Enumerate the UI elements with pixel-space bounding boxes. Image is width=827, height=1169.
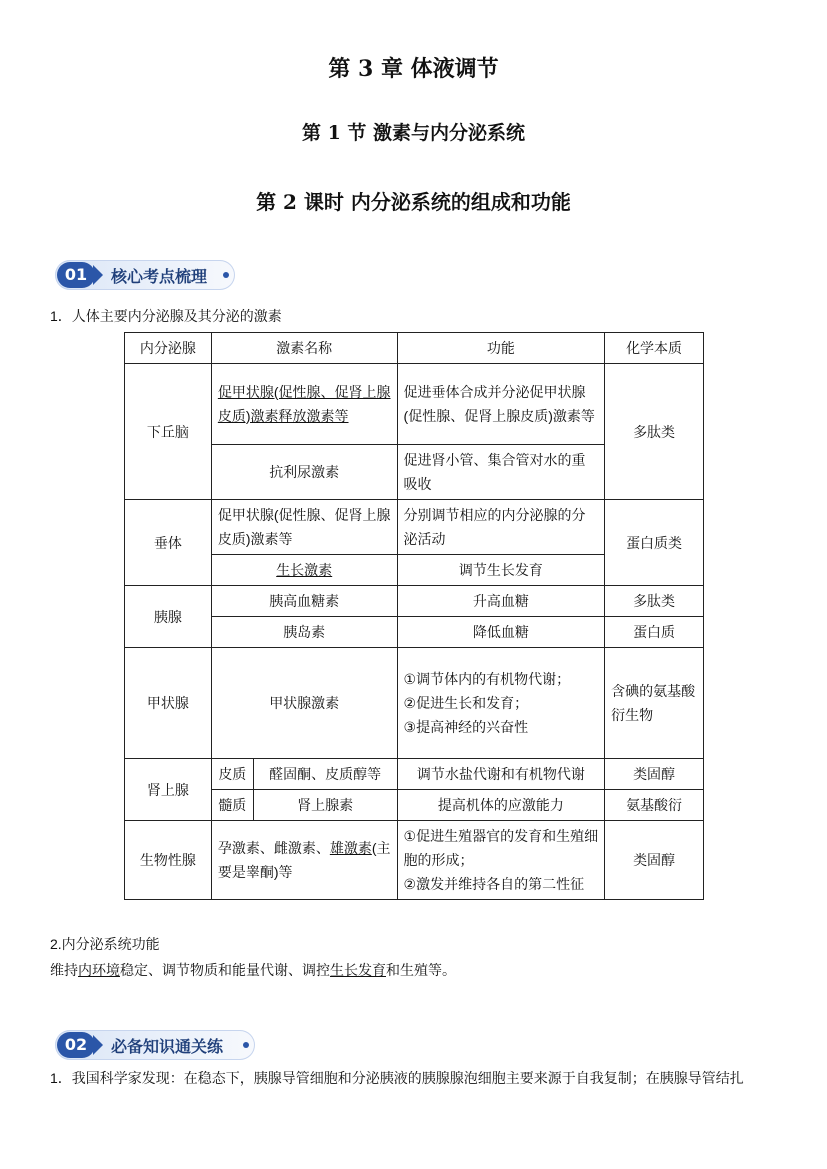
lesson-title: 第 2 课时 内分泌系统的组成和功能 (256, 190, 571, 214)
table-header-row (125, 333, 704, 364)
header-gland: 内分泌腺 (125, 333, 212, 364)
function-text: 升高血糖 (397, 586, 605, 617)
function-text: ②激发并维持各自的第二性征 (403, 876, 585, 892)
function-text: 促进垂体合成并分泌促甲状腺(促性腺、促肾上腺皮质)激素等 (397, 364, 605, 445)
hormone-name: 醛固酮、皮质醇等 (253, 759, 397, 790)
chemical-nature: 类固醇 (605, 821, 704, 900)
text-run: 稳定、调节物质和能量代谢、调控 (120, 962, 330, 978)
function-text: 分别调节相应的内分泌腺的分泌活动 (397, 500, 605, 555)
chemical-nature: 类固醇 (605, 759, 704, 790)
hormone-text-underlined: 雄激素 (329, 840, 372, 856)
function-text: 提高机体的应激能力 (397, 790, 605, 821)
hormone-name: 生长激素 (276, 562, 333, 578)
function-text: 促进肾小管、集合管对水的重吸收 (397, 445, 605, 500)
gland-gonad: 生物性腺 (125, 821, 212, 900)
chemical-nature: 蛋白质类 (605, 500, 704, 586)
gland-pituitary: 垂体 (125, 500, 212, 586)
function-text: 降低血糖 (397, 617, 605, 648)
chemical-nature: 含碘的氨基酸衍生物 (605, 648, 704, 759)
hormone-name: 抗利尿激素 (211, 445, 397, 500)
gland-adrenal: 肾上腺 (125, 759, 212, 821)
header-nature: 化学本质 (605, 333, 704, 364)
hormone-name: 促甲状腺(促性腺、促肾上腺皮质)激素等 (211, 500, 397, 555)
hormone-name: 胰岛素 (211, 617, 397, 648)
function-text: ①调节体内的有机物代谢； (403, 671, 571, 687)
table-row (125, 500, 704, 555)
chemical-nature: 氨基酸衍 (605, 790, 704, 821)
banner-number: 02 (57, 1032, 95, 1058)
chemical-nature: 蛋白质 (605, 617, 704, 648)
text-run: 维持 (50, 962, 78, 978)
hormone-name-cell (211, 821, 397, 900)
item2-text (50, 960, 456, 980)
table-row (125, 648, 704, 759)
header-function: 功能 (397, 333, 605, 364)
function-text: 调节水盐代谢和有机物代谢 (397, 759, 605, 790)
table-row (125, 617, 704, 648)
hormone-name: 促甲状腺(促性腺、促肾上腺皮质)激素释放激素等 (217, 384, 391, 424)
table-row (125, 586, 704, 617)
hormone-name: 甲状腺激素 (211, 648, 397, 759)
chevron-right-icon (93, 265, 103, 285)
adrenal-part: 髓质 (211, 790, 253, 821)
chemical-nature: 多肽类 (605, 586, 704, 617)
text-run: 和生殖等。 (386, 962, 456, 978)
banner-number: 01 (57, 262, 95, 288)
gland-pancreas: 胰腺 (125, 586, 212, 648)
function-text: ①促进生殖器官的发育和生殖细胞的形成； (403, 828, 599, 868)
hormone-name: 肾上腺素 (253, 790, 397, 821)
banner-label: 必备知识通关练 (111, 1037, 224, 1056)
item1-title: 1．人体主要内分泌腺及其分泌的激素 (50, 308, 282, 324)
gland-hypothalamus: 下丘脑 (125, 364, 212, 500)
chemical-nature: 多肽类 (605, 364, 704, 500)
function-text: 调节生长发育 (397, 555, 605, 586)
banner-label: 核心考点梳理 (111, 267, 208, 286)
hormone-name: 胰高血糖素 (211, 586, 397, 617)
header-hormone: 激素名称 (211, 333, 397, 364)
table-row (125, 364, 704, 445)
dot-icon (243, 1042, 249, 1048)
gland-thyroid: 甲状腺 (125, 648, 212, 759)
chapter-title: 第 3 章 体液调节 (328, 56, 499, 82)
item2-title: 2.内分泌系统功能 (50, 936, 160, 952)
text-run-underlined: 生长发育 (330, 962, 386, 978)
question-1: 1．我国科学家发现：在稳态下，胰腺导管细胞和分泌胰液的胰腺腺泡细胞主要来源于自我复制；在胰腺导管结扎 (50, 1070, 744, 1086)
section-title: 第 1 节 激素与内分泌系统 (301, 122, 526, 144)
chevron-right-icon (93, 1035, 103, 1055)
table-row (125, 821, 704, 900)
hormone-text: 孕激素、雌激素、 (217, 840, 330, 856)
dot-icon (223, 272, 229, 278)
table-row (125, 790, 704, 821)
endocrine-table (124, 332, 704, 900)
function-text: ②促进生长和发育； (403, 695, 529, 711)
function-text: ③提高神经的兴奋性 (403, 719, 529, 735)
adrenal-part: 皮质 (211, 759, 253, 790)
hormone-text: (主要是睾酮)等 (217, 840, 391, 880)
function-cell (397, 821, 605, 900)
text-run-underlined: 内环境 (78, 962, 120, 978)
function-cell (397, 648, 605, 759)
table-row (125, 759, 704, 790)
